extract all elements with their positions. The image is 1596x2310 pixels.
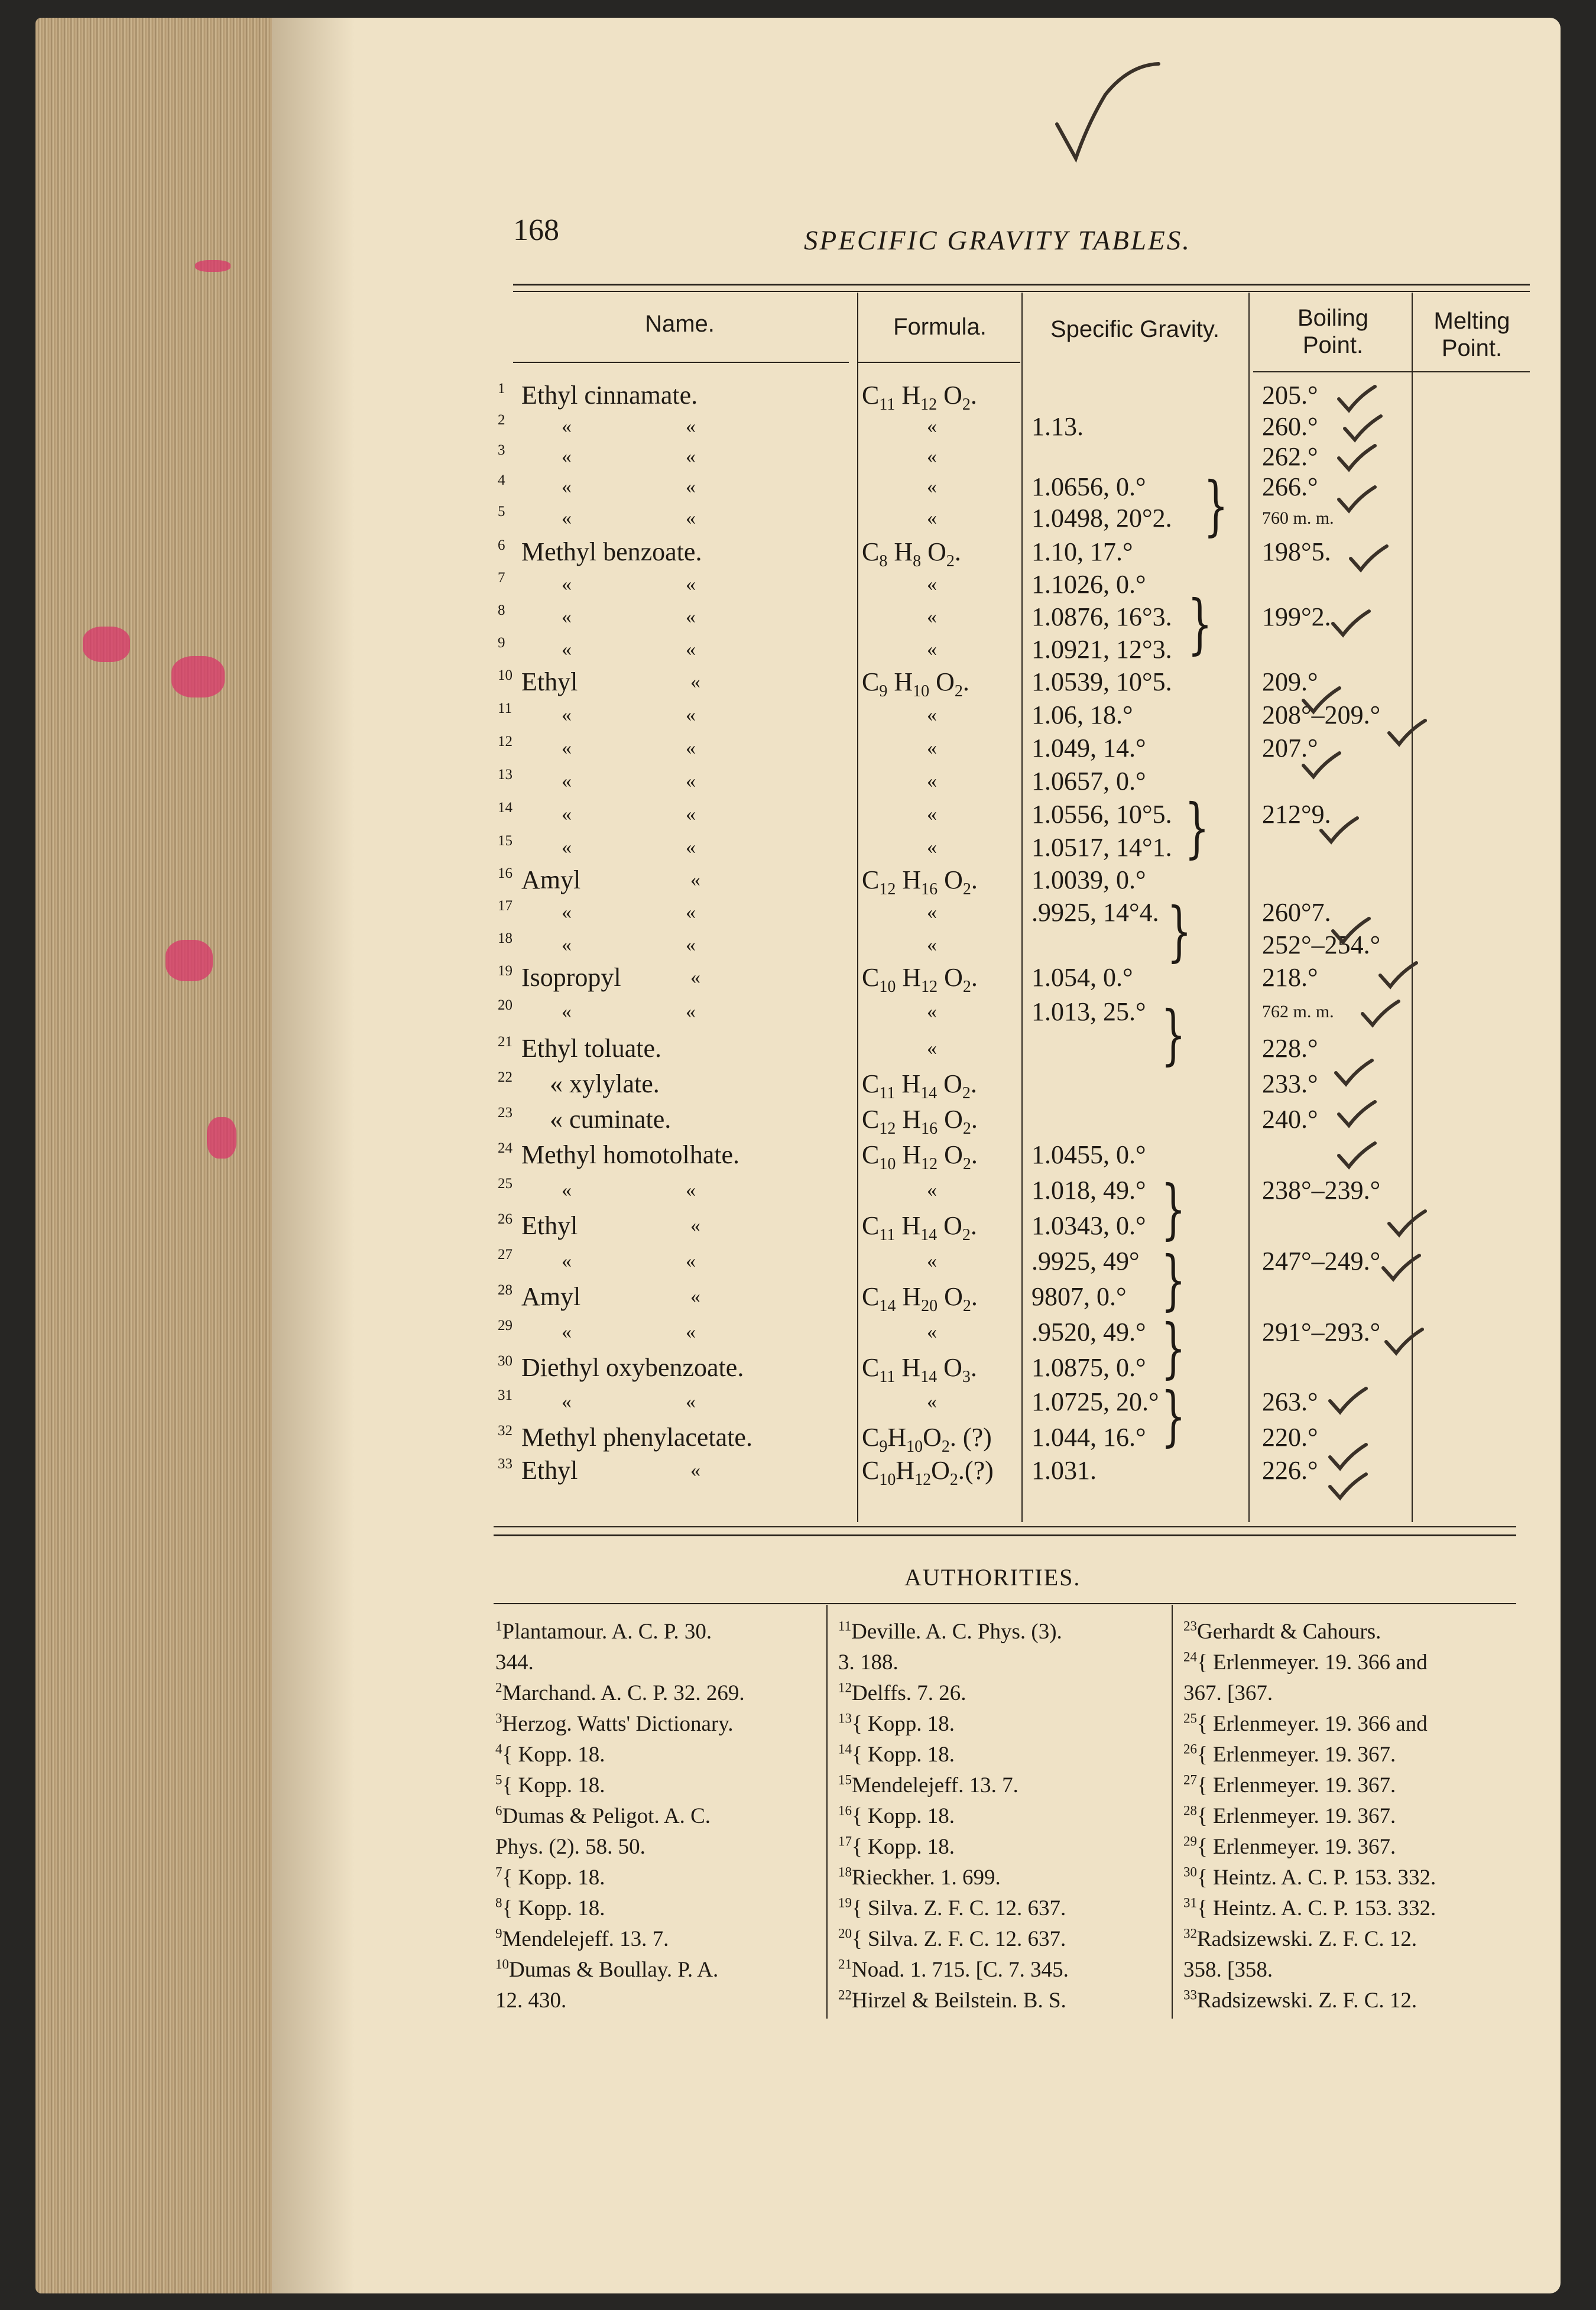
ditto-mark: « [562, 573, 572, 595]
ditto-mark: « [927, 737, 937, 759]
compound-name: « xylylate. [550, 1069, 660, 1098]
specific-gravity: .9925, 14°4. [1031, 898, 1159, 927]
table-row: 6 Methyl benzoate. $C_8$ $H_8$ $O_2$. 1.10, 17.° 198°5. [0, 535, 1596, 569]
boiling-point: 212°9. [1262, 800, 1331, 829]
brace: } [1161, 1242, 1186, 1318]
formula: $C_9H_{10}O_2$. (?) [862, 1423, 992, 1456]
brace: } [1161, 1310, 1186, 1386]
boiling-point: 252°–254.° [1262, 930, 1381, 959]
handwritten-check-icon [1333, 1058, 1374, 1088]
handwritten-check-icon [1336, 1141, 1377, 1170]
boiling-point: 208°–209.° [1262, 700, 1381, 729]
authority-entry: 358. [358. [1183, 1958, 1273, 1982]
compound-name: Ethyl cinnamate. [521, 381, 698, 410]
authority-entry: 3. 188. [838, 1650, 898, 1675]
authority-entry: $^{15}$Mendelejeff. 13. 7. [838, 1772, 1018, 1798]
authority-entry: $^5${ Kopp. 18. [495, 1772, 605, 1798]
formula: $C_{14}$ $H_{20}$ $O_2$. [862, 1282, 978, 1315]
table-row: 13 « « « 1.0657, 0.° [0, 764, 1596, 799]
handwritten-check-icon [1318, 816, 1360, 845]
compound-name: Amyl [521, 865, 581, 894]
boiling-point: 262.° [1262, 442, 1318, 471]
brace: } [1204, 468, 1228, 543]
ditto-mark: « [927, 901, 937, 923]
compound-name: Diethyl oxybenzoate. [521, 1353, 744, 1382]
boiling-point: 199°2. [1262, 602, 1331, 631]
compound-name: Isopropyl [521, 963, 621, 992]
authority-entry: $^8${ Kopp. 18. [495, 1895, 605, 1920]
boiling-point: 220.° [1262, 1423, 1318, 1452]
ditto-mark: « [927, 446, 937, 468]
authority-entry: Phys. (2). 58. 50. [495, 1835, 645, 1859]
compound-name: Methyl phenylacetate. [521, 1423, 752, 1452]
table-row: 15 « « « 1.0517, 14°1. [0, 830, 1596, 865]
table-row: 8 « « « 1.0876, 16°3. 199°2. [0, 600, 1596, 634]
specific-gravity: .9520, 49.° [1031, 1318, 1146, 1347]
ditto-mark: « [686, 507, 696, 529]
ditto-mark: « [686, 638, 696, 660]
ditto-mark: « [686, 1001, 696, 1023]
table-row: 31 « « « 1.0725, 20.° 263.° [0, 1385, 1596, 1419]
boiling-point: 198°5. [1262, 537, 1331, 566]
ditto-mark: « [562, 1250, 572, 1272]
table-row: 26 Ethyl « $C_{11}$ $H_{14}$ $O_2$. 1.0343, 0.° [0, 1209, 1596, 1243]
specific-gravity: 1.018, 49.° [1031, 1176, 1146, 1205]
authority-entry: 344. [495, 1650, 534, 1675]
table-row: 19 Isopropyl « $C_{10}$ $H_{12}$ $O_2$. 1.054, 0.° 218.° [0, 961, 1596, 995]
formula: $C_{11}$ $H_{14}$ $O_2$. [862, 1069, 977, 1102]
authority-entry: $^{11}$Deville. A. C. Phys. (3). [838, 1618, 1062, 1644]
ditto-mark: « [562, 1391, 572, 1413]
ditto-mark: « [927, 770, 937, 792]
ditto-mark: « [927, 1391, 937, 1413]
authority-entry: $^{23}$Gerhardt & Cahours. [1183, 1618, 1381, 1644]
specific-gravity: 1.0498, 20°2. [1031, 504, 1172, 533]
table-row: 5 « « « 1.0498, 20°2. 760 m. m. [0, 501, 1596, 536]
ditto-mark: « [690, 1459, 700, 1481]
authority-entry: $^{25}${ Erlenmeyer. 19. 366 and [1183, 1711, 1428, 1736]
ditto-mark: « [686, 476, 696, 498]
compound-name: Ethyl [521, 1456, 578, 1485]
ditto-mark: « [690, 671, 700, 693]
authority-entry: $^{16}${ Kopp. 18. [838, 1803, 955, 1828]
ditto-mark: « [927, 1179, 937, 1201]
specific-gravity: 1.0657, 0.° [1031, 767, 1146, 796]
authorities-title: AUTHORITIES. [904, 1564, 1081, 1591]
handwritten-check-icon [1342, 414, 1383, 443]
ditto-mark: « [927, 1037, 937, 1059]
compound-name: « cuminate. [550, 1105, 672, 1134]
authority-entry: 367. [367. [1183, 1681, 1273, 1705]
specific-gravity: 1.0517, 14°1. [1031, 833, 1172, 862]
formula: $C_{12}$ $H_{16}$ $O_2$. [862, 865, 978, 898]
handwritten-check-icon [1386, 718, 1428, 748]
specific-gravity: 1.044, 16.° [1031, 1423, 1146, 1452]
authority-entry: $^{18}$Rieckher. 1. 699. [838, 1864, 1001, 1890]
specific-gravity: 1.049, 14.° [1031, 734, 1146, 763]
ditto-mark: « [562, 1179, 572, 1201]
formula: $C_{10}H_{12}O_2.(?)$ [862, 1456, 994, 1489]
specific-gravity: 1.0725, 20.° [1031, 1387, 1159, 1416]
formula: $C_{10}$ $H_{12}$ $O_2$. [862, 963, 978, 996]
table-top-rule [513, 284, 1530, 285]
handwritten-check-icon [1348, 544, 1389, 573]
table-row: 10 Ethyl « $C_9$ $H_{10}$ $O_2$. 1.0539, 10°5. 209.° [0, 665, 1596, 699]
table-row: 29 « « « .9520, 49.° 291°–293.° [0, 1315, 1596, 1349]
handwritten-check-icon [1052, 59, 1164, 177]
authority-entry: 12. 430. [495, 1988, 567, 2013]
header-rule [858, 362, 1020, 363]
ditto-mark: « [562, 704, 572, 726]
handwritten-check-icon [1330, 609, 1371, 638]
red-stain [195, 260, 231, 272]
table-row: 1 Ethyl cinnamate. $C_{11}$ $H_{12}$ $O_2$. 205.° [0, 378, 1596, 413]
ditto-mark: « [927, 476, 937, 498]
specific-gravity: 1.031. [1031, 1456, 1097, 1485]
ditto-mark: « [690, 966, 700, 988]
ditto-mark: « [686, 416, 696, 437]
authority-entry: $^{10}$Dumas & Boullay. P. A. [495, 1957, 719, 1982]
authority-entry: $^{28}${ Erlenmeyer. 19. 367. [1183, 1803, 1396, 1828]
authority-entry: $^{27}${ Erlenmeyer. 19. 367. [1183, 1772, 1396, 1798]
table-bottom-rule [494, 1526, 1516, 1527]
handwritten-check-icon [1327, 1442, 1368, 1472]
boiling-point: 260.° [1262, 412, 1318, 441]
ditto-mark: « [686, 803, 696, 825]
handwritten-check-icon [1300, 751, 1342, 780]
specific-gravity: 1.054, 0.° [1031, 963, 1133, 992]
table-row: 32 Methyl phenylacetate. $C_9H_{10}O_2$. (?) 1.044, 16.° 220.° [0, 1420, 1596, 1455]
specific-gravity: 1.0875, 0.° [1031, 1353, 1146, 1382]
header-melting-point: Melting Point. [1433, 308, 1510, 361]
running-title: SPECIFIC GRAVITY TABLES. [804, 225, 1191, 256]
table-row: 22 « xylylate. $C_{11}$ $H_{14}$ $O_2$. 233.° [0, 1067, 1596, 1101]
handwritten-check-icon [1336, 384, 1377, 414]
authority-entry: $^{24}${ Erlenmeyer. 19. 366 and [1183, 1649, 1428, 1675]
header-rule [513, 362, 849, 363]
specific-gravity: 1.0039, 0.° [1031, 865, 1146, 894]
handwritten-check-icon [1336, 443, 1377, 473]
ditto-mark: « [927, 803, 937, 825]
formula: $C_{11}$ $H_{14}$ $O_2$. [862, 1211, 977, 1244]
ditto-mark: « [686, 606, 696, 628]
specific-gravity: 1.1026, 0.° [1031, 570, 1146, 599]
header-rule [1253, 371, 1530, 372]
ditto-mark: « [562, 446, 572, 468]
authority-entry: $^2$Marchand. A. C. P. 32. 269. [495, 1680, 745, 1705]
specific-gravity: 1.0455, 0.° [1031, 1140, 1146, 1169]
table-row: 24 Methyl homotolhate. $C_{10}$ $H_{12}$ $O_2$. 1.0455, 0.° [0, 1138, 1596, 1172]
ditto-mark: « [690, 1286, 700, 1308]
handwritten-check-icon [1360, 999, 1401, 1029]
table-row: 21 Ethyl toluate. « 228.° [0, 1031, 1596, 1066]
specific-gravity: 1.0539, 10°5. [1031, 667, 1172, 696]
specific-gravity: 1.0921, 12°3. [1031, 635, 1172, 664]
ditto-mark: « [686, 1391, 696, 1413]
handwritten-check-icon [1383, 1327, 1425, 1357]
compound-name: Ethyl [521, 1211, 578, 1240]
ditto-mark: « [927, 638, 937, 660]
boiling-point: 207.° [1262, 734, 1318, 763]
authority-entry: $^3$Herzog. Watts' Dictionary. [495, 1711, 734, 1736]
boiling-point: 240.° [1262, 1105, 1318, 1134]
authority-entry: $^{22}$Hirzel & Beilstein. B. S. [838, 1987, 1066, 2013]
table-row: 20 « « « 1.013, 25.° 762 m. m. [0, 995, 1596, 1029]
boiling-point: 266.° [1262, 472, 1318, 501]
header-boiling-point: Boiling Point. [1297, 305, 1369, 358]
ditto-mark: « [562, 476, 572, 498]
boiling-point: 247°–249.° [1262, 1247, 1381, 1276]
ditto-mark: « [686, 836, 696, 858]
table-row: 23 « cuminate. $C_{12}$ $H_{16}$ $O_2$. 240.° [0, 1102, 1596, 1137]
authority-entry: $^{14}${ Kopp. 18. [838, 1741, 955, 1767]
handwritten-check-icon [1386, 1209, 1428, 1238]
boiling-point: 205.° [1262, 381, 1318, 410]
formula: $C_8$ $H_8$ $O_2$. [862, 537, 961, 570]
ditto-mark: « [686, 446, 696, 468]
handwritten-check-icon [1327, 1386, 1368, 1416]
authorities-divider [1172, 1605, 1173, 2019]
specific-gravity: 1.0876, 16°3. [1031, 602, 1172, 631]
boiling-point: 228.° [1262, 1034, 1318, 1063]
handwritten-check-icon [1327, 1472, 1368, 1501]
specific-gravity: 1.0656, 0.° [1031, 472, 1146, 501]
ditto-mark: « [562, 836, 572, 858]
authority-entry: $^{13}${ Kopp. 18. [838, 1711, 955, 1736]
authority-entry: $^{21}$Noad. 1. 715. [C. 7. 345. [838, 1957, 1069, 1982]
boiling-point: 218.° [1262, 963, 1318, 992]
table-bottom-rule-2 [494, 1534, 1516, 1536]
specific-gravity: 9807, 0.° [1031, 1282, 1127, 1311]
ditto-mark: « [562, 606, 572, 628]
authority-entry: $^{12}$Delffs. 7. 26. [838, 1680, 966, 1705]
boiling-point: 762 m. m. [1262, 1002, 1334, 1021]
boiling-point: 233.° [1262, 1069, 1318, 1098]
table-row: 3 « « « 262.° [0, 440, 1596, 474]
handwritten-check-icon [1380, 1253, 1422, 1283]
specific-gravity: 1.13. [1031, 412, 1084, 441]
table-row: 33 Ethyl « $C_{10}H_{12}O_2.(?)$ 1.031. 226.° [0, 1454, 1596, 1488]
table-row: 12 « « « 1.049, 14.° 207.° [0, 731, 1596, 765]
authority-entry: $^{26}${ Erlenmeyer. 19. 367. [1183, 1741, 1396, 1767]
ditto-mark: « [686, 1321, 696, 1343]
table-row: 17 « « « .9925, 14°4. 260°7. [0, 896, 1596, 930]
ditto-mark: « [927, 704, 937, 726]
handwritten-check-icon [1336, 1099, 1377, 1129]
ditto-mark: « [686, 737, 696, 759]
handwritten-check-icon [1336, 485, 1377, 514]
brace: } [1161, 1378, 1186, 1454]
compound-name: Amyl [521, 1282, 581, 1311]
authority-entry: $^9$Mendelejeff. 13. 7. [495, 1926, 669, 1951]
ditto-mark: « [690, 1215, 700, 1237]
table-row: 14 « « « 1.0556, 10°5. 212°9. [0, 797, 1596, 832]
ditto-mark: « [562, 1001, 572, 1023]
brace: } [1161, 997, 1186, 1072]
ditto-mark: « [686, 573, 696, 595]
boiling-point: 760 m. m. [1262, 508, 1334, 528]
ditto-mark: « [927, 573, 937, 595]
authorities-divider [826, 1605, 828, 2019]
authority-entry: $^{31}${ Heintz. A. C. P. 153. 332. [1183, 1895, 1436, 1920]
formula: $C_{11}$ $H_{12}$ $O_2$. [862, 381, 977, 414]
table-row: 27 « « « .9925, 49° 247°–249.° [0, 1244, 1596, 1279]
boiling-point: 291°–293.° [1262, 1318, 1381, 1347]
authority-entry: $^6$Dumas & Peligot. A. C. [495, 1803, 711, 1828]
ditto-mark: « [686, 704, 696, 726]
brace: } [1167, 893, 1192, 969]
handwritten-check-icon [1330, 916, 1371, 946]
formula: $C_9$ $H_{10}$ $O_2$. [862, 667, 969, 700]
ditto-mark: « [686, 770, 696, 792]
ditto-mark: « [562, 1321, 572, 1343]
specific-gravity: 1.0343, 0.° [1031, 1211, 1146, 1240]
ditto-mark: « [562, 803, 572, 825]
ditto-mark: « [562, 507, 572, 529]
ditto-mark: « [562, 770, 572, 792]
formula: $C_{10}$ $H_{12}$ $O_2$. [862, 1140, 978, 1173]
handwritten-check-icon [1300, 686, 1342, 715]
authorities-column-3 [1183, 1617, 1436, 2016]
compound-name: Methyl benzoate. [521, 537, 702, 566]
ditto-mark: « [562, 737, 572, 759]
brace: } [1161, 1171, 1186, 1247]
ditto-mark: « [927, 1001, 937, 1023]
authority-entry: $^{33}$Radsizewski. Z. F. C. 12. [1183, 1987, 1417, 2013]
authority-entry: $^{30}${ Heintz. A. C. P. 153. 332. [1183, 1864, 1436, 1890]
brace: } [1188, 586, 1212, 661]
authorities-rule [494, 1603, 1516, 1604]
page-number: 168 [513, 213, 559, 247]
authority-entry: $^1$Plantamour. A. C. P. 30. [495, 1618, 712, 1644]
authority-entry: $^{29}${ Erlenmeyer. 19. 367. [1183, 1834, 1396, 1859]
ditto-mark: « [927, 1321, 937, 1343]
formula: $C_{11}$ $H_{14}$ $O_3$. [862, 1353, 977, 1386]
compound-name: Ethyl [521, 667, 578, 696]
specific-gravity: 1.0556, 10°5. [1031, 800, 1172, 829]
authority-entry: $^{17}${ Kopp. 18. [838, 1834, 955, 1859]
ditto-mark: « [562, 901, 572, 923]
boiling-point: 226.° [1262, 1456, 1318, 1485]
ditto-mark: « [927, 507, 937, 529]
ditto-mark: « [690, 869, 700, 891]
authority-entry: $^{32}$Radsizewski. Z. F. C. 12. [1183, 1926, 1417, 1951]
ditto-mark: « [927, 836, 937, 858]
ditto-mark: « [927, 934, 937, 956]
compound-name: Methyl homotolhate. [521, 1140, 740, 1169]
table-row: 4 « « « 1.0656, 0.° 266.° [0, 470, 1596, 504]
table-row: 11 « « « 1.06, 18.° 208°–209.° [0, 698, 1596, 732]
ditto-mark: « [686, 1179, 696, 1201]
ditto-mark: « [927, 606, 937, 628]
formula: $C_{12}$ $H_{16}$ $O_2$. [862, 1105, 978, 1138]
table-row: 25 « « « 1.018, 49.° 238°–239.° [0, 1173, 1596, 1208]
table-top-rule-2 [513, 291, 1530, 292]
compound-name: Ethyl toluate. [521, 1034, 662, 1063]
handwritten-check-icon [1377, 961, 1419, 990]
header-name: Name. [645, 311, 715, 337]
specific-gravity: 1.10, 17.° [1031, 537, 1133, 566]
table-row: 7 « « « 1.1026, 0.° [0, 567, 1596, 602]
authority-entry: $^{19}${ Silva. Z. F. C. 12. 637. [838, 1895, 1066, 1920]
ditto-mark: « [562, 934, 572, 956]
ditto-mark: « [686, 1250, 696, 1272]
table-row: 18 « « « 252°–254.° [0, 928, 1596, 962]
authorities-column-2 [838, 1617, 1069, 2016]
ditto-mark: « [562, 638, 572, 660]
authorities-column-1 [495, 1617, 745, 2016]
ditto-mark: « [927, 416, 937, 437]
table-row: 30 Diethyl oxybenzoate. $C_{11}$ $H_{14}$ $O_3$. 1.0875, 0.° [0, 1351, 1596, 1385]
ditto-mark: « [686, 901, 696, 923]
boiling-point: 260°7. [1262, 898, 1331, 927]
table-row: 2 « « « 1.13. 260.° [0, 410, 1596, 444]
table-row: 16 Amyl « $C_{12}$ $H_{16}$ $O_2$. 1.0039, 0.° [0, 863, 1596, 897]
boiling-point: 209.° [1262, 667, 1318, 696]
table-row: 9 « « « 1.0921, 12°3. [0, 632, 1596, 667]
boiling-point: 238°–239.° [1262, 1176, 1381, 1205]
authority-entry: $^4${ Kopp. 18. [495, 1741, 605, 1767]
header-specific-gravity: Specific Gravity. [1050, 316, 1219, 342]
authority-entry: $^7${ Kopp. 18. [495, 1864, 605, 1890]
header-formula: Formula. [893, 314, 987, 340]
specific-gravity: 1.013, 25.° [1031, 997, 1146, 1026]
specific-gravity: 1.06, 18.° [1031, 700, 1133, 729]
ditto-mark: « [927, 1250, 937, 1272]
ditto-mark: « [686, 934, 696, 956]
boiling-point: 263.° [1262, 1387, 1318, 1416]
table-row: 28 Amyl « $C_{14}$ $H_{20}$ $O_2$. 9807, 0.° [0, 1280, 1596, 1314]
brace: } [1185, 790, 1209, 865]
authority-entry: $^{20}${ Silva. Z. F. C. 12. 637. [838, 1926, 1066, 1951]
ditto-mark: « [562, 416, 572, 437]
specific-gravity: .9925, 49° [1031, 1247, 1140, 1276]
